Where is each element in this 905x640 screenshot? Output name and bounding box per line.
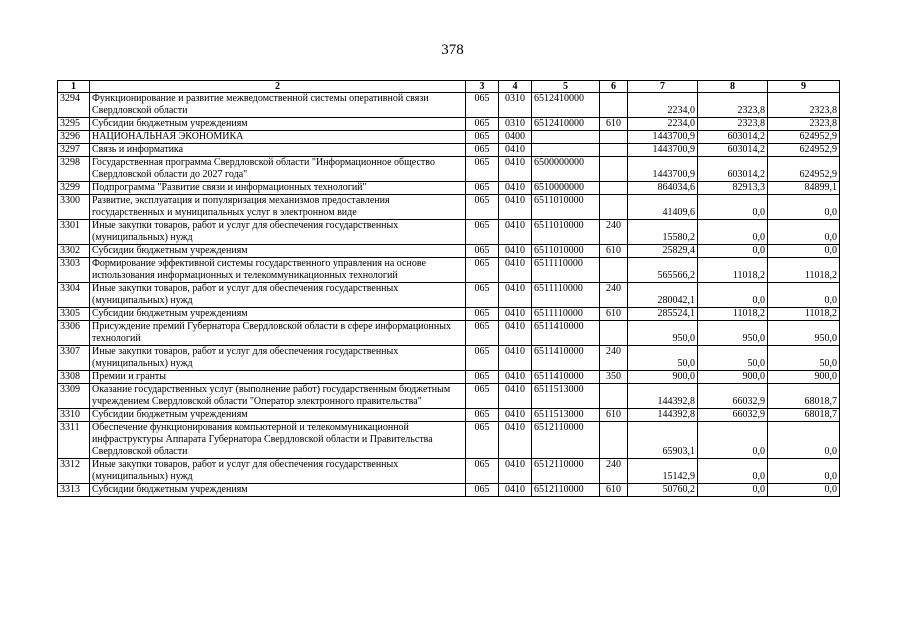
item-name: Государственная программа Свердловской области "Информационное общество Свердловской области до 2027 года" xyxy=(90,157,466,182)
department-code: 065 xyxy=(466,283,499,308)
table-row xyxy=(58,459,840,484)
amount-col7: 1443700,9 xyxy=(628,144,698,157)
expense-type-code: 240 xyxy=(600,346,628,371)
column-header: 5 xyxy=(532,81,600,93)
expense-type-code: 610 xyxy=(600,245,628,258)
department-code: 065 xyxy=(466,258,499,283)
amount-col8: 900,0 xyxy=(698,371,768,384)
target-article-code: 6512410000 xyxy=(532,93,600,118)
item-name: Оказание государственных услуг (выполнение работ) государственным бюджетным учреждением Свердловской области "Оператор электронного правительства" xyxy=(90,384,466,409)
item-name: Связь и информатика xyxy=(90,144,466,157)
section-code: 0410 xyxy=(499,384,532,409)
amount-col8: 603014,2 xyxy=(698,144,768,157)
budget-table xyxy=(57,80,840,497)
amount-col9: 0,0 xyxy=(768,422,840,459)
expense-type-code xyxy=(600,131,628,144)
amount-col7: 144392,8 xyxy=(628,409,698,422)
department-code: 065 xyxy=(466,346,499,371)
section-code: 0410 xyxy=(499,283,532,308)
row-number: 3311 xyxy=(58,422,90,459)
amount-col8: 2323,8 xyxy=(698,93,768,118)
row-number: 3308 xyxy=(58,371,90,384)
table-header-row xyxy=(58,81,840,93)
item-name: Иные закупки товаров, работ и услуг для обеспечения государственных (муниципальных) нужд xyxy=(90,459,466,484)
row-number: 3309 xyxy=(58,384,90,409)
table-row xyxy=(58,195,840,220)
department-code: 065 xyxy=(466,118,499,131)
row-number: 3307 xyxy=(58,346,90,371)
amount-col9: 624952,9 xyxy=(768,131,840,144)
department-code: 065 xyxy=(466,409,499,422)
expense-type-code: 240 xyxy=(600,283,628,308)
department-code: 065 xyxy=(466,182,499,195)
section-code: 0310 xyxy=(499,93,532,118)
amount-col8: 11018,2 xyxy=(698,308,768,321)
amount-col7: 50760,2 xyxy=(628,484,698,497)
amount-col8: 0,0 xyxy=(698,195,768,220)
amount-col9: 0,0 xyxy=(768,245,840,258)
amount-col8: 66032,9 xyxy=(698,409,768,422)
amount-col7: 50,0 xyxy=(628,346,698,371)
target-article-code xyxy=(532,144,600,157)
item-name: НАЦИОНАЛЬНАЯ ЭКОНОМИКА xyxy=(90,131,466,144)
target-article-code xyxy=(532,131,600,144)
row-number: 3301 xyxy=(58,220,90,245)
amount-col8: 11018,2 xyxy=(698,258,768,283)
amount-col9: 84899,1 xyxy=(768,182,840,195)
section-code: 0410 xyxy=(499,144,532,157)
target-article-code: 6511110000 xyxy=(532,283,600,308)
amount-col9: 50,0 xyxy=(768,346,840,371)
amount-col7: 144392,8 xyxy=(628,384,698,409)
amount-col8: 2323,8 xyxy=(698,118,768,131)
table-row xyxy=(58,245,840,258)
table-row xyxy=(58,422,840,459)
row-number: 3306 xyxy=(58,321,90,346)
department-code: 065 xyxy=(466,131,499,144)
expense-type-code xyxy=(600,93,628,118)
amount-col9: 68018,7 xyxy=(768,384,840,409)
section-code: 0410 xyxy=(499,258,532,283)
section-code: 0410 xyxy=(499,371,532,384)
expense-type-code: 240 xyxy=(600,459,628,484)
expense-type-code xyxy=(600,182,628,195)
item-name: Иные закупки товаров, работ и услуг для обеспечения государственных (муниципальных) нужд xyxy=(90,346,466,371)
section-code: 0410 xyxy=(499,308,532,321)
target-article-code: 6512110000 xyxy=(532,484,600,497)
amount-col7: 864034,6 xyxy=(628,182,698,195)
target-article-code: 6511010000 xyxy=(532,195,600,220)
amount-col7: 25829,4 xyxy=(628,245,698,258)
row-number: 3296 xyxy=(58,131,90,144)
target-article-code: 6500000000 xyxy=(532,157,600,182)
target-article-code: 6511410000 xyxy=(532,321,600,346)
amount-col7: 950,0 xyxy=(628,321,698,346)
amount-col9: 2323,8 xyxy=(768,93,840,118)
amount-col7: 15142,9 xyxy=(628,459,698,484)
item-name: Субсидии бюджетным учреждениям xyxy=(90,484,466,497)
amount-col7: 1443700,9 xyxy=(628,157,698,182)
column-header: 6 xyxy=(600,81,628,93)
target-article-code: 6511513000 xyxy=(532,409,600,422)
row-number: 3303 xyxy=(58,258,90,283)
amount-col8: 82913,3 xyxy=(698,182,768,195)
target-article-code: 6511110000 xyxy=(532,258,600,283)
expense-type-code xyxy=(600,195,628,220)
amount-col9: 0,0 xyxy=(768,283,840,308)
department-code: 065 xyxy=(466,245,499,258)
row-number: 3295 xyxy=(58,118,90,131)
table-row xyxy=(58,283,840,308)
department-code: 065 xyxy=(466,459,499,484)
department-code: 065 xyxy=(466,157,499,182)
table-row xyxy=(58,308,840,321)
target-article-code: 6511410000 xyxy=(532,346,600,371)
target-article-code: 6510000000 xyxy=(532,182,600,195)
amount-col8: 0,0 xyxy=(698,283,768,308)
section-code: 0400 xyxy=(499,131,532,144)
table-row xyxy=(58,144,840,157)
section-code: 0410 xyxy=(499,157,532,182)
item-name: Функционирование и развитие межведомственной системы оперативной связи Свердловской области xyxy=(90,93,466,118)
amount-col9: 11018,2 xyxy=(768,258,840,283)
amount-col7: 900,0 xyxy=(628,371,698,384)
expense-type-code xyxy=(600,422,628,459)
table-row xyxy=(58,321,840,346)
amount-col8: 950,0 xyxy=(698,321,768,346)
expense-type-code xyxy=(600,157,628,182)
row-number: 3298 xyxy=(58,157,90,182)
target-article-code: 6512110000 xyxy=(532,422,600,459)
column-header: 9 xyxy=(768,81,840,93)
amount-col8: 66032,9 xyxy=(698,384,768,409)
department-code: 065 xyxy=(466,195,499,220)
target-article-code: 6512410000 xyxy=(532,118,600,131)
item-name: Иные закупки товаров, работ и услуг для обеспечения государственных (муниципальных) нужд xyxy=(90,220,466,245)
table-row xyxy=(58,258,840,283)
department-code: 065 xyxy=(466,422,499,459)
table-row xyxy=(58,93,840,118)
item-name: Обеспечение функционирования компьютерной и телекоммуникационной инфраструктуры Аппарата Губернатора Свердловской области и Правительства Свердловской области xyxy=(90,422,466,459)
row-number: 3310 xyxy=(58,409,90,422)
item-name: Подпрограмма "Развитие связи и информационных технологий" xyxy=(90,182,466,195)
item-name: Субсидии бюджетным учреждениям xyxy=(90,409,466,422)
amount-col8: 603014,2 xyxy=(698,157,768,182)
row-number: 3300 xyxy=(58,195,90,220)
amount-col9: 68018,7 xyxy=(768,409,840,422)
column-header: 8 xyxy=(698,81,768,93)
amount-col8: 0,0 xyxy=(698,484,768,497)
table-row xyxy=(58,409,840,422)
section-code: 0410 xyxy=(499,195,532,220)
table-row xyxy=(58,182,840,195)
table-row xyxy=(58,157,840,182)
target-article-code: 6511010000 xyxy=(532,245,600,258)
expense-type-code xyxy=(600,384,628,409)
row-number: 3305 xyxy=(58,308,90,321)
amount-col7: 1443700,9 xyxy=(628,131,698,144)
item-name: Субсидии бюджетным учреждениям xyxy=(90,245,466,258)
section-code: 0410 xyxy=(499,321,532,346)
section-code: 0410 xyxy=(499,422,532,459)
expense-type-code: 610 xyxy=(600,409,628,422)
department-code: 065 xyxy=(466,384,499,409)
row-number: 3297 xyxy=(58,144,90,157)
column-header: 4 xyxy=(499,81,532,93)
amount-col7: 285524,1 xyxy=(628,308,698,321)
amount-col9: 0,0 xyxy=(768,195,840,220)
amount-col9: 624952,9 xyxy=(768,144,840,157)
table-row xyxy=(58,484,840,497)
amount-col9: 624952,9 xyxy=(768,157,840,182)
department-code: 065 xyxy=(466,484,499,497)
department-code: 065 xyxy=(466,144,499,157)
item-name: Присуждение премий Губернатора Свердловской области в сфере информационных технологий xyxy=(90,321,466,346)
expense-type-code xyxy=(600,321,628,346)
amount-col8: 0,0 xyxy=(698,220,768,245)
expense-type-code: 610 xyxy=(600,484,628,497)
amount-col8: 0,0 xyxy=(698,245,768,258)
amount-col9: 0,0 xyxy=(768,220,840,245)
table-row xyxy=(58,384,840,409)
target-article-code: 6511513000 xyxy=(532,384,600,409)
section-code: 0410 xyxy=(499,245,532,258)
department-code: 065 xyxy=(466,321,499,346)
amount-col7: 15580,2 xyxy=(628,220,698,245)
amount-col7: 2234,0 xyxy=(628,118,698,131)
amount-col8: 0,0 xyxy=(698,459,768,484)
section-code: 0410 xyxy=(499,459,532,484)
department-code: 065 xyxy=(466,308,499,321)
item-name: Премии и гранты xyxy=(90,371,466,384)
expense-type-code xyxy=(600,258,628,283)
table-row xyxy=(58,131,840,144)
column-header: 1 xyxy=(58,81,90,93)
amount-col8: 0,0 xyxy=(698,422,768,459)
item-name: Субсидии бюджетным учреждениям xyxy=(90,308,466,321)
expense-type-code: 610 xyxy=(600,308,628,321)
amount-col9: 2323,8 xyxy=(768,118,840,131)
amount-col9: 900,0 xyxy=(768,371,840,384)
item-name: Иные закупки товаров, работ и услуг для обеспечения государственных (муниципальных) нужд xyxy=(90,283,466,308)
amount-col8: 603014,2 xyxy=(698,131,768,144)
amount-col7: 280042,1 xyxy=(628,283,698,308)
amount-col7: 65903,1 xyxy=(628,422,698,459)
department-code: 065 xyxy=(466,220,499,245)
column-header: 2 xyxy=(90,81,466,93)
amount-col9: 0,0 xyxy=(768,459,840,484)
target-article-code: 6511110000 xyxy=(532,308,600,321)
item-name: Развитие, эксплуатация и популяризация механизмов предоставления государственных и муниципальных услуг в электронном виде xyxy=(90,195,466,220)
row-number: 3302 xyxy=(58,245,90,258)
section-code: 0410 xyxy=(499,220,532,245)
amount-col8: 50,0 xyxy=(698,346,768,371)
item-name: Субсидии бюджетным учреждениям xyxy=(90,118,466,131)
row-number: 3294 xyxy=(58,93,90,118)
page-number: 378 xyxy=(441,42,464,58)
target-article-code: 6511410000 xyxy=(532,371,600,384)
section-code: 0410 xyxy=(499,484,532,497)
table-row xyxy=(58,371,840,384)
table-row xyxy=(58,118,840,131)
expense-type-code xyxy=(600,144,628,157)
amount-col9: 0,0 xyxy=(768,484,840,497)
department-code: 065 xyxy=(466,93,499,118)
expense-type-code: 610 xyxy=(600,118,628,131)
section-code: 0410 xyxy=(499,346,532,371)
amount-col7: 2234,0 xyxy=(628,93,698,118)
row-number: 3304 xyxy=(58,283,90,308)
column-header: 3 xyxy=(466,81,499,93)
amount-col7: 565566,2 xyxy=(628,258,698,283)
department-code: 065 xyxy=(466,371,499,384)
amount-col9: 950,0 xyxy=(768,321,840,346)
column-header: 7 xyxy=(628,81,698,93)
amount-col9: 11018,2 xyxy=(768,308,840,321)
item-name: Формирование эффективной системы государственного управления на основе использования информационных и телекоммуникационных технологий xyxy=(90,258,466,283)
expense-type-code: 350 xyxy=(600,371,628,384)
target-article-code: 6512110000 xyxy=(532,459,600,484)
section-code: 0410 xyxy=(499,409,532,422)
target-article-code: 6511010000 xyxy=(532,220,600,245)
row-number: 3312 xyxy=(58,459,90,484)
section-code: 0310 xyxy=(499,118,532,131)
row-number: 3299 xyxy=(58,182,90,195)
section-code: 0410 xyxy=(499,182,532,195)
expense-type-code: 240 xyxy=(600,220,628,245)
row-number: 3313 xyxy=(58,484,90,497)
table-row xyxy=(58,220,840,245)
table-row xyxy=(58,346,840,371)
amount-col7: 41409,6 xyxy=(628,195,698,220)
